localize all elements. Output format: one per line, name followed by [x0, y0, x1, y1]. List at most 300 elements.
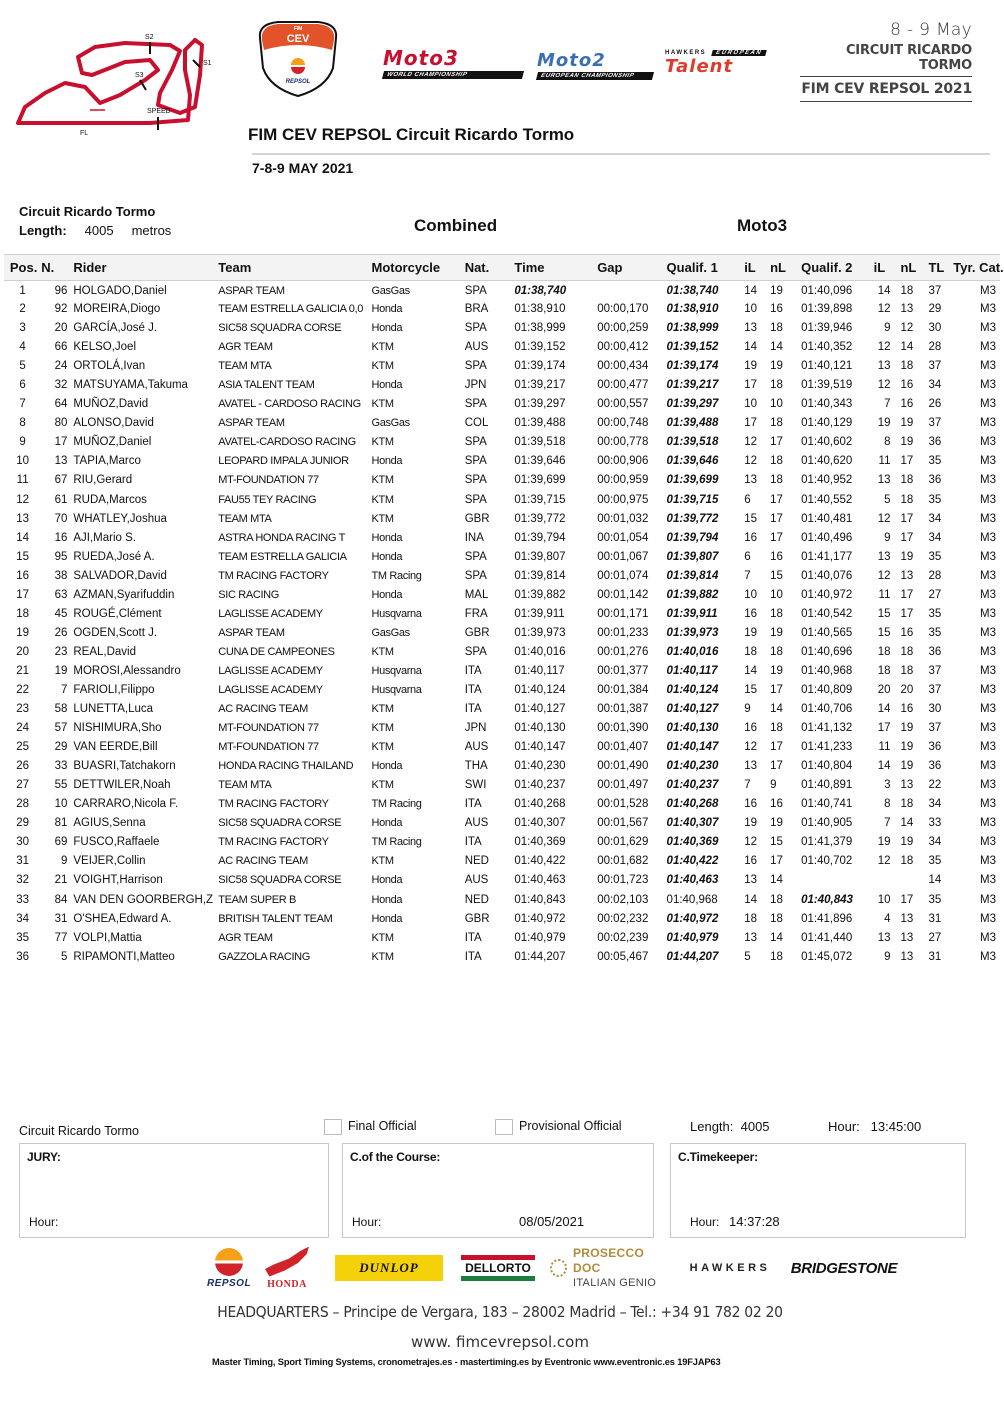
- cell-number: 57: [54, 722, 68, 735]
- track-outline: [18, 40, 202, 123]
- cell-nl2: 17: [900, 512, 914, 525]
- sponsor-strip: [195, 1243, 915, 1293]
- cell-nat: SPA: [464, 455, 487, 468]
- cell-il1: 13: [744, 322, 757, 335]
- cell-rider: O'SHEA,Edward A.: [73, 912, 172, 925]
- cell-qualif2: 01:40,343: [801, 398, 853, 411]
- cell-gap: 00:00,975: [597, 493, 649, 506]
- cell-il1: 17: [744, 379, 757, 392]
- cell-nat: SPA: [464, 360, 487, 373]
- cell-number: 58: [54, 703, 68, 716]
- cell-il1: 5: [744, 950, 751, 963]
- repsol-logo-text: REPSOL: [206, 1277, 252, 1289]
- event-circuit: CIRCUIT RICARDO TORMO: [800, 43, 972, 77]
- footer-length-value: 4005: [740, 1119, 770, 1134]
- cell-pos: 22: [16, 684, 30, 696]
- track-label-fl: FL: [80, 130, 89, 137]
- jury-hour-label: Hour:: [29, 1215, 59, 1229]
- cell-il1: 7: [744, 779, 751, 792]
- cell-number: 29: [54, 741, 68, 754]
- cell-nl2: 20: [900, 684, 914, 696]
- results-body: [4, 281, 1000, 967]
- headquarters-address: HEADQUARTERS – Principe de Vergara, 183 – 28002 Madrid – Tel.: +34 91 782 02 20: [217, 1303, 783, 1321]
- cell-il2: 14: [877, 703, 891, 716]
- cell-pos: 33: [16, 893, 30, 906]
- table-row: [4, 928, 1000, 947]
- cell-cat: M3: [980, 874, 996, 887]
- cell-qualif1: 01:40,307: [666, 817, 719, 830]
- clerk-of-course-label: C.of the Course:: [350, 1150, 441, 1164]
- cell-motorcycle: Honda: [371, 322, 403, 335]
- cell-qualif1: 01:40,237: [666, 779, 719, 792]
- track-label-speed: SPEED: [147, 108, 171, 115]
- cell-gap: 00:01,067: [597, 550, 649, 563]
- cell-nat: AUS: [464, 341, 489, 354]
- cell-il1: 14: [744, 341, 757, 354]
- cell-cat: M3: [980, 912, 996, 925]
- cell-nl1: 16: [770, 303, 783, 316]
- cell-cat: M3: [980, 436, 996, 449]
- cell-tl: 28: [928, 341, 942, 354]
- cell-nat: GBR: [464, 912, 490, 925]
- cell-gap: 00:01,054: [597, 531, 649, 544]
- cell-time: 01:39,174: [514, 360, 566, 373]
- cell-il2: 12: [877, 303, 891, 316]
- cell-team: AGR TEAM: [218, 931, 273, 944]
- table-row: [4, 890, 1000, 909]
- cell-number: 45: [54, 607, 68, 620]
- cell-number: 21: [54, 874, 68, 887]
- cell-rider: MOREIRA,Diogo: [73, 303, 161, 316]
- table-row: [4, 471, 1000, 490]
- cell-motorcycle: Honda: [371, 893, 403, 906]
- cell-motorcycle: TM Racing: [371, 569, 422, 582]
- cell-pos: 7: [19, 398, 26, 411]
- table-row: [4, 604, 1000, 623]
- cell-team: ASIA TALENT TEAM: [218, 379, 315, 392]
- cell-tl: 35: [928, 855, 942, 868]
- cell-il2: 10: [877, 893, 891, 906]
- track-map: [10, 15, 215, 140]
- cell-cat: M3: [980, 455, 996, 468]
- cell-qualif2: 01:40,702: [801, 855, 853, 868]
- col-header-number: N.: [41, 260, 55, 275]
- cell-qualif2: 01:40,121: [801, 360, 853, 373]
- cell-tl: 30: [928, 703, 942, 716]
- table-row: [4, 947, 1000, 966]
- cell-team: GAZZOLA RACING: [218, 950, 310, 963]
- footer-hour-value: 13:45:00: [870, 1119, 922, 1134]
- timekeeper-signature-box: [670, 1143, 966, 1238]
- table-row: [4, 814, 1000, 833]
- moto3-junior-logo: [383, 48, 523, 76]
- prosecco-logo-line2: ITALIAN GENIO: [573, 1276, 657, 1289]
- cell-time: 01:39,911: [514, 607, 565, 620]
- cell-nl1: 19: [770, 626, 783, 639]
- cell-nat: SPA: [464, 493, 487, 506]
- cell-team: SIC58 SQUADRA CORSE: [218, 874, 342, 887]
- cell-nat: AUS: [464, 741, 489, 754]
- cell-il2: 12: [877, 855, 891, 868]
- cell-cat: M3: [980, 703, 996, 716]
- cell-gap: 00:01,387: [597, 703, 649, 716]
- hawkers-logo-text: HAWKERS: [689, 1262, 771, 1274]
- cell-nl2: 18: [900, 285, 914, 298]
- cell-nl1: 17: [770, 493, 783, 506]
- cell-motorcycle: KTM: [371, 950, 394, 963]
- cell-time: 01:40,369: [514, 836, 566, 849]
- cell-nl1: 17: [770, 436, 783, 449]
- honda-logo-text: HONDA: [267, 1278, 307, 1290]
- col-header-nl1: nL: [770, 260, 786, 275]
- cell-rider: HOLGADO,Daniel: [73, 285, 167, 298]
- class-name: Moto3: [737, 216, 788, 235]
- cell-tl: 36: [928, 436, 942, 449]
- cell-nat: SPA: [464, 398, 487, 411]
- cell-time: 01:40,268: [514, 798, 566, 811]
- cell-motorcycle: TM Racing: [371, 836, 422, 849]
- cell-rider: VAN EERDE,Bill: [73, 741, 158, 754]
- table-row: [4, 376, 1000, 395]
- cell-tl: 34: [928, 512, 942, 525]
- cell-pos: 18: [16, 607, 30, 620]
- cell-cat: M3: [980, 474, 996, 487]
- cell-il2: 8: [884, 798, 891, 811]
- table-row: [4, 700, 1000, 719]
- cell-motorcycle: KTM: [371, 436, 394, 449]
- cell-qualif1: 01:40,268: [666, 798, 719, 811]
- cell-rider: CARRARO,Nicola F.: [73, 798, 179, 811]
- cell-team: TEAM SUPER B: [218, 893, 297, 906]
- col-header-gap: Gap: [597, 260, 623, 275]
- cell-rider: NISHIMURA,Sho: [73, 722, 162, 735]
- cell-pos: 16: [16, 569, 30, 582]
- cell-tl: 29: [928, 303, 942, 316]
- circuit-length-unit: metros: [131, 223, 172, 238]
- cell-rider: AJI,Mario S.: [73, 531, 136, 544]
- cell-qualif2: 01:40,696: [801, 645, 853, 658]
- cell-team: LAGLISSE ACADEMY: [218, 684, 323, 696]
- cell-qualif1: 01:40,463: [666, 874, 719, 887]
- cell-nl2: 19: [900, 741, 914, 754]
- cell-qualif1: 01:39,152: [666, 341, 719, 354]
- cell-rider: RUEDA,José A.: [73, 550, 155, 563]
- clerk-hour-value: 08/05/2021: [519, 1214, 585, 1229]
- cell-il2: 12: [877, 512, 891, 525]
- bridgestone-logo-text: BRIDGESTONE: [790, 1259, 898, 1277]
- cell-number: 96: [54, 285, 68, 298]
- event-dates: 8 - 9 May: [890, 20, 972, 40]
- cell-number: 31: [54, 912, 68, 925]
- cell-pos: 3: [19, 322, 26, 335]
- cell-tl: 37: [928, 684, 942, 696]
- cell-team: SIC RACING: [218, 588, 279, 601]
- cell-qualif2: 01:41,132: [801, 722, 853, 735]
- cell-il2: 13: [877, 931, 891, 944]
- cell-nl1: 18: [770, 379, 783, 392]
- cell-il2: 17: [877, 722, 891, 735]
- cell-rider: KELSO,Joel: [73, 341, 137, 354]
- cell-pos: 6: [19, 379, 26, 392]
- footer-length: [690, 1119, 770, 1134]
- cell-time: 01:39,882: [514, 588, 566, 601]
- website-link[interactable]: www. fimcevrepsol.com: [411, 1333, 589, 1351]
- cell-motorcycle: KTM: [371, 398, 394, 411]
- cell-qualif1: 01:38,999: [666, 322, 719, 335]
- moto3-logo-text: Moto3: [383, 46, 459, 70]
- cell-pos: 10: [16, 455, 30, 468]
- cell-rider: MUÑOZ,Daniel: [73, 436, 152, 449]
- cell-nl1: 17: [770, 855, 783, 868]
- cell-motorcycle: Honda: [371, 550, 403, 563]
- cell-cat: M3: [980, 550, 996, 563]
- cell-nl2: 16: [900, 398, 914, 411]
- cell-il2: 11: [878, 741, 891, 754]
- cell-nat: ITA: [464, 703, 482, 716]
- table-row: [4, 319, 1000, 338]
- circuit-length-value: 4005: [84, 223, 114, 238]
- cell-qualif2: 01:40,602: [801, 436, 853, 449]
- cell-cat: M3: [980, 285, 996, 298]
- cell-number: 23: [54, 645, 68, 658]
- col-header-tyr-cat: [953, 255, 1004, 281]
- cell-motorcycle: KTM: [371, 703, 394, 716]
- cell-nl1: 18: [770, 722, 783, 735]
- cell-gap: 00:01,074: [597, 569, 649, 582]
- cell-nl1: 17: [770, 741, 783, 754]
- cell-nat: ITA: [464, 664, 482, 677]
- cell-number: 84: [54, 893, 68, 906]
- cell-nl2: 17: [900, 531, 914, 544]
- cell-il1: 14: [744, 664, 757, 677]
- cell-qualif2: 01:39,898: [801, 303, 853, 316]
- cell-team: MT-FOUNDATION 77: [218, 722, 319, 735]
- cell-pos: 11: [16, 474, 29, 487]
- cell-nl2: 18: [900, 493, 914, 506]
- cell-cat: M3: [980, 931, 996, 944]
- cell-nat: SWI: [464, 779, 487, 792]
- cell-nl2: 18: [900, 855, 914, 868]
- cell-number: 38: [54, 569, 68, 582]
- cell-motorcycle: KTM: [371, 855, 394, 868]
- cell-il2: 15: [877, 626, 891, 639]
- table-row: [4, 338, 1000, 357]
- cell-rider: VOLPI,Mattia: [73, 931, 142, 944]
- cell-time: 01:39,772: [514, 512, 566, 525]
- cell-pos: 25: [16, 741, 30, 754]
- cell-motorcycle: GasGas: [371, 285, 410, 298]
- final-official-checkbox[interactable]: [324, 1119, 342, 1135]
- cell-gap: 00:01,384: [597, 684, 649, 696]
- honda-logo: [257, 1243, 317, 1293]
- cell-qualif1: 01:38,740: [666, 285, 719, 298]
- cell-qualif1: 01:40,124: [666, 684, 719, 696]
- table-row: [4, 871, 1000, 890]
- cell-pos: 34: [16, 912, 30, 925]
- cell-il1: 10: [744, 303, 757, 316]
- cell-nl1: 15: [770, 836, 783, 849]
- cell-cat: M3: [980, 760, 996, 773]
- cell-pos: 24: [16, 722, 30, 735]
- cell-number: 70: [54, 512, 68, 525]
- cell-qualif1: 01:40,979: [666, 931, 719, 944]
- cell-tl: 37: [928, 722, 942, 735]
- cell-cat: M3: [980, 398, 996, 411]
- cell-il1: 10: [744, 398, 757, 411]
- cell-il2: 13: [877, 550, 891, 563]
- cell-qualif2: 01:41,379: [801, 836, 853, 849]
- cell-gap: 00:00,477: [597, 379, 649, 392]
- cell-rider: FARIOLI,Filippo: [73, 684, 155, 696]
- cell-tl: 37: [928, 417, 942, 430]
- cell-number: 80: [54, 417, 68, 430]
- cell-pos: 29: [16, 817, 30, 830]
- cell-il2: 9: [884, 531, 891, 544]
- cell-team: TEAM MTA: [218, 779, 272, 792]
- table-row: [4, 566, 1000, 585]
- cell-cat: M3: [980, 836, 996, 849]
- cell-il2: 18: [877, 664, 891, 677]
- cell-tl: 31: [928, 912, 942, 925]
- cell-time: 01:40,979: [514, 931, 566, 944]
- cell-pos: 23: [16, 703, 30, 716]
- cell-rider: WHATLEY,Joshua: [73, 512, 167, 525]
- cell-il1: 12: [744, 436, 757, 449]
- cell-nl1: 14: [770, 703, 783, 716]
- cell-cat: M3: [980, 950, 996, 963]
- cell-cat: M3: [980, 741, 996, 754]
- cell-motorcycle: GasGas: [371, 626, 410, 639]
- cell-il2: 19: [877, 836, 891, 849]
- cell-il1: 15: [744, 684, 757, 696]
- col-header-tyr: Tyr.: [953, 260, 976, 275]
- cell-nl2: 18: [900, 474, 914, 487]
- cell-nat: ITA: [464, 836, 482, 849]
- cell-qualif1: 01:39,297: [666, 398, 719, 411]
- talent-logo-text: Talent: [665, 56, 734, 77]
- cell-pos: 27: [16, 779, 30, 792]
- cell-number: 32: [54, 379, 68, 392]
- dunlop-logo-text: DUNLOP: [359, 1260, 419, 1275]
- cell-qualif2: 01:41,177: [801, 550, 853, 563]
- cell-nl1: 18: [770, 474, 783, 487]
- cell-il1: 7: [744, 569, 751, 582]
- cell-gap: 00:01,629: [597, 836, 649, 849]
- cell-nl1: 19: [770, 664, 783, 677]
- cell-tl: 28: [928, 569, 942, 582]
- cell-qualif1: 01:40,117: [666, 664, 718, 677]
- cell-motorcycle: Honda: [371, 588, 403, 601]
- cell-cat: M3: [980, 360, 996, 373]
- cell-rider: RUDA,Marcos: [73, 493, 147, 506]
- cell-number: 33: [54, 760, 68, 773]
- cell-qualif1: 01:39,488: [666, 417, 719, 430]
- table-row: [4, 281, 1000, 300]
- cell-nat: JPN: [464, 722, 487, 735]
- cell-nl1: 14: [770, 874, 783, 887]
- cell-nl2: 13: [900, 912, 914, 925]
- cell-qualif1: 01:39,518: [666, 436, 719, 449]
- cell-motorcycle: TM Racing: [371, 798, 422, 811]
- cell-nl2: 19: [900, 760, 914, 773]
- cell-nl2: 19: [900, 417, 914, 430]
- cell-nat: SPA: [464, 474, 487, 487]
- cell-time: 01:39,807: [514, 550, 566, 563]
- cell-nl1: 10: [770, 588, 783, 601]
- cell-time: 01:40,127: [514, 703, 566, 716]
- cell-tl: 36: [928, 741, 942, 754]
- cell-gap: 00:01,032: [597, 512, 649, 525]
- cell-time: 01:38,740: [514, 285, 567, 298]
- final-official-label: Final Official: [348, 1119, 417, 1133]
- cell-qualif1: 01:39,174: [666, 360, 719, 373]
- cell-rider: DETTWILER,Noah: [73, 779, 171, 792]
- cell-qualif2: 01:40,542: [801, 607, 853, 620]
- cell-nl2: 12: [900, 322, 914, 335]
- cell-tl: 37: [928, 360, 942, 373]
- cell-pos: 28: [16, 798, 30, 811]
- provisional-official-label: Provisional Official: [519, 1119, 622, 1133]
- cell-number: 66: [54, 341, 68, 354]
- cell-rider: OGDEN,Scott J.: [73, 626, 158, 639]
- cell-number: 10: [54, 798, 68, 811]
- cell-motorcycle: Honda: [371, 874, 403, 887]
- table-row: [4, 585, 1000, 604]
- cell-qualif2: 01:40,952: [801, 474, 853, 487]
- cell-nat: NED: [464, 855, 489, 868]
- cell-motorcycle: KTM: [371, 722, 394, 735]
- timing-credit: Master Timing, Sport Timing Systems, cronometrajes.es - mastertiming.es by Eventronic www.eventronic.es 19FJAP63: [212, 1357, 721, 1367]
- cell-nl2: 19: [900, 550, 914, 563]
- cell-qualif2: 01:40,352: [801, 341, 853, 354]
- cev-logo-fim: FIM: [293, 26, 303, 32]
- cell-cat: M3: [980, 322, 996, 335]
- cell-qualif1: 01:39,699: [666, 474, 719, 487]
- cell-nat: NED: [464, 893, 489, 906]
- table-header-row: [4, 255, 1000, 281]
- cell-time: 01:38,999: [514, 322, 566, 335]
- cell-il2: 18: [877, 645, 891, 658]
- cell-qualif1: 01:39,715: [666, 493, 719, 506]
- provisional-official-checkbox[interactable]: [495, 1119, 513, 1135]
- cev-repsol-logo: [248, 18, 348, 98]
- cell-il1: 13: [744, 931, 757, 944]
- cell-cat: M3: [980, 798, 996, 811]
- cell-nl1: 19: [770, 817, 783, 830]
- cell-time: 01:39,518: [514, 436, 566, 449]
- cell-pos: 4: [19, 341, 26, 354]
- cell-qualif1: 01:39,807: [666, 550, 719, 563]
- cell-time: 01:40,147: [514, 741, 566, 754]
- table-row: [4, 757, 1000, 776]
- cell-tl: 37: [928, 664, 942, 677]
- cell-gap: 00:00,259: [597, 322, 649, 335]
- cell-number: 16: [54, 531, 68, 544]
- cell-il2: 14: [877, 285, 891, 298]
- cell-nat: ITA: [464, 798, 482, 811]
- col-header-time: Time: [514, 260, 545, 275]
- timekeeper-hour-value: 14:37:28: [729, 1214, 780, 1229]
- cell-qualif2: 01:40,565: [801, 626, 853, 639]
- cell-nl2: 18: [900, 798, 914, 811]
- cell-rider: ROUGÉ,Clément: [73, 607, 162, 620]
- cell-il1: 10: [744, 588, 757, 601]
- cell-nl1: 9: [770, 779, 777, 792]
- cell-il1: 12: [744, 455, 757, 468]
- cell-nl2: 16: [900, 703, 914, 716]
- table-row: [4, 776, 1000, 795]
- cell-pos: 8: [19, 417, 26, 430]
